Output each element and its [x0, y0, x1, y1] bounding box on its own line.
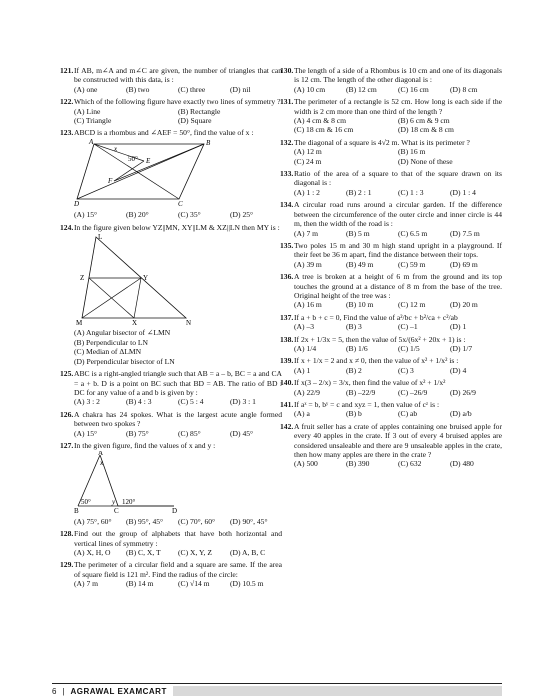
option-d: (D) 4: [450, 365, 467, 375]
option-b: (B) 14 m: [126, 579, 154, 589]
label-y: y: [112, 498, 116, 507]
option-d: (D) 69 m: [450, 259, 478, 269]
question-134: [280, 200, 502, 238]
question-number: 133.: [280, 169, 294, 179]
option-b: (B) 10 m: [346, 300, 374, 310]
option-c: (C) √14 m: [178, 579, 210, 589]
brand-logo: AGRAWAL EXAMCART: [70, 686, 167, 696]
option-c: (C) Median of ΔLMN: [74, 347, 142, 357]
option-a: (A) Line: [74, 106, 101, 116]
label-l: L: [98, 233, 103, 242]
option-c: (C) 6.5 m: [398, 228, 428, 238]
question-text: If AB, m∠A and m∠C are given, the number of triangles that can be constructed with this data, is :: [74, 66, 282, 85]
label-a: A: [89, 138, 94, 146]
option-d: (D) None of these: [398, 156, 453, 166]
label-c: C: [178, 199, 183, 207]
question-text: In the figure given below YZ||MN, XY||LM & XZ||LN then MY is :: [74, 222, 280, 232]
question-text: If a + b + c = 0, Find the value of a²/bc + b²/ca + c²/ab: [294, 312, 458, 322]
option-c: (C) 70°, 60°: [178, 516, 216, 526]
question-number: 126.: [60, 409, 74, 419]
question-number: 127.: [60, 440, 74, 450]
right-column: [280, 66, 502, 472]
label-d: D: [172, 507, 178, 514]
option-d: (D) 7.5 m: [450, 228, 480, 238]
label-c: C: [114, 507, 119, 514]
option-b: (B) 3: [346, 322, 362, 332]
rhombus-figure: [60, 139, 282, 209]
question-130: [280, 66, 502, 94]
question-number: 138.: [280, 334, 294, 344]
question-128: [60, 529, 282, 557]
question-number: 123.: [60, 128, 74, 138]
question-number: 140.: [280, 378, 294, 388]
option-a: (A) –3: [294, 322, 315, 332]
question-136: [280, 272, 502, 310]
option-d: (D) 480: [450, 459, 474, 469]
option-d: (D) 18 cm & 8 cm: [398, 125, 454, 135]
option-d: (D) 3 : 1: [230, 397, 256, 407]
option-b: (B) 1/6: [346, 343, 368, 353]
label-y: Y: [143, 274, 149, 283]
footer-bar: [173, 686, 502, 696]
question-number: 121.: [60, 66, 74, 75]
label-a: A: [98, 451, 104, 458]
option-b: (B) 4 : 3: [126, 397, 152, 407]
option-d: (D) 45°: [230, 428, 254, 438]
question-number: 129.: [60, 560, 74, 570]
option-a: (A) 7 m: [74, 579, 99, 589]
option-d: (D) 90°, 45°: [230, 516, 268, 526]
option-c: (C) 3: [398, 365, 414, 375]
question-number: 131.: [280, 97, 294, 107]
option-b: (B) b: [346, 409, 362, 419]
option-d: (D) Perpendicular bisector of LN: [74, 356, 175, 366]
option-b: (B) two: [126, 84, 150, 94]
option-a: (A) 1: [294, 365, 311, 375]
option-a: (A) 15°: [74, 210, 98, 220]
label-x: x: [100, 459, 104, 468]
option-c: (C) ab: [398, 409, 418, 419]
question-text: If x + 1/x = 2 and x ≠ 0, then the value of x² + 1/x² is :: [294, 356, 459, 366]
option-a: (A) 16 m: [294, 300, 322, 310]
label-f: F: [108, 176, 113, 185]
option-b: (B) 6 cm & 9 cm: [398, 116, 450, 126]
question-122: [60, 97, 282, 125]
question-text: Ratio of the area of a square to that of the square drawn on its diagonal is :: [294, 169, 502, 188]
label-angle-50: 50°: [81, 498, 91, 507]
label-b: B: [206, 138, 211, 147]
option-a: (A) 39 m: [294, 259, 322, 269]
question-text: The perimeter of a rectangle is 52 cm. How long is each side if the width is 2 cm more than one third of the length ?: [294, 97, 502, 116]
option-b: (B) 12 cm: [346, 84, 377, 94]
question-text: A circular road runs around a circular garden. If the difference between the circumference of the outer circle and inner circle is 44 m, then the width of the road is :: [294, 200, 502, 229]
question-text: The length of a side of a Rhombus is 10 cm and one of its diagonals is 12 cm. The length of the other diagonal is :: [294, 66, 502, 85]
question-text: In the given figure, find the values of x and y :: [74, 440, 216, 450]
question-text: If aˣ = b, bʸ = c and xyz = 1, then value of cᶻ is :: [294, 400, 440, 409]
question-129: [60, 560, 282, 588]
page-footer: [52, 683, 502, 698]
question-135: [280, 241, 502, 269]
option-b: (B) Rectangle: [178, 106, 221, 116]
option-c: (C) 1 : 3: [398, 187, 424, 197]
label-n: N: [186, 319, 192, 326]
option-b: (B) 20°: [126, 210, 149, 220]
option-b: (B) –22/9: [346, 387, 376, 397]
question-142: [280, 422, 502, 469]
question-number: 124.: [60, 222, 74, 232]
label-z: Z: [80, 274, 85, 283]
question-number: 122.: [60, 97, 74, 107]
option-d: (D) 1: [450, 322, 467, 332]
option-b: (B) 2 : 1: [346, 187, 372, 197]
option-b: (B) 95°, 45°: [126, 516, 164, 526]
option-a: (A) 12 m: [294, 147, 322, 157]
option-d: (D) 20 m: [450, 300, 478, 310]
option-a: (A) 4 cm & 8 cm: [294, 116, 347, 126]
option-b: (B) 2: [346, 365, 362, 375]
option-b: (B) 5 m: [346, 228, 370, 238]
option-d: (D) a/b: [450, 409, 472, 419]
option-b: (B) 16 m: [398, 147, 426, 157]
option-d: (D) nil: [230, 84, 251, 94]
option-c: (C) 1/5: [398, 343, 420, 353]
option-c: (C) 18 cm & 16 cm: [294, 125, 354, 135]
label-b: B: [74, 507, 79, 514]
option-a: (A) X, H, O: [74, 547, 111, 557]
option-a: (A) 1 : 2: [294, 187, 320, 197]
question-126: [60, 410, 282, 438]
label-m: M: [76, 319, 83, 326]
question-text: ABCD is a rhombus and ∠AEF = 50°, find the value of x :: [74, 128, 254, 138]
triangle-lmn-figure: [60, 233, 282, 327]
option-d: (D) 10.5 m: [230, 579, 264, 589]
question-text: A tree is broken at a height of 6 m from the ground and its top touches the ground at a distance of 8 m from the base of the tree. Original height of the tree was :: [294, 272, 502, 300]
option-c: (C) 632: [398, 459, 422, 469]
question-text: Which of the following figure have exactly two lines of symmetry ?: [74, 97, 281, 107]
option-a: (A) 75°, 60°: [74, 516, 112, 526]
option-d: (D) 1/7: [450, 343, 473, 353]
option-c: (C) –1: [398, 322, 418, 332]
option-c: (C) 35°: [178, 210, 201, 220]
option-a: (A) Angular bisector of ∠LMN: [74, 328, 171, 338]
option-a: (A) 500: [294, 459, 318, 469]
option-a: (A) a: [294, 409, 310, 419]
option-c: (C) Triangle: [74, 116, 112, 126]
question-number: 130.: [280, 66, 294, 75]
option-b: (B) 75°: [126, 428, 149, 438]
question-number: 134.: [280, 200, 294, 210]
question-140: [280, 378, 502, 397]
question-141: [280, 400, 502, 419]
question-number: 137.: [280, 312, 294, 322]
question-131: [280, 97, 502, 135]
question-123: [60, 128, 282, 219]
option-c: (C) 12 m: [398, 300, 426, 310]
question-133: [280, 169, 502, 197]
option-d: (D) Square: [178, 116, 212, 126]
option-d: (D) 8 cm: [450, 84, 478, 94]
option-c: (C) 24 m: [294, 156, 322, 166]
question-138: [280, 335, 502, 354]
question-121: [60, 66, 282, 94]
label-x: X: [132, 319, 138, 326]
option-a: (A) 7 m: [294, 228, 319, 238]
option-d: (D) 1 : 4: [450, 187, 476, 197]
question-124: [60, 223, 282, 366]
question-number: 139.: [280, 356, 294, 366]
question-text: The diagonal of a square is 4√2 m. What is its perimeter ?: [294, 137, 470, 147]
label-angle-120: 120°: [122, 498, 136, 507]
question-number: 128.: [60, 529, 74, 539]
option-a: (A) 3 : 2: [74, 397, 100, 407]
question-132: [280, 138, 502, 166]
option-a: (A) 10 cm: [294, 84, 326, 94]
question-text: The perimeter of a circular field and a square are same. If the area of square field is 121 m². Find the radius of the circle:: [74, 560, 282, 579]
option-b: (B) C, X, T: [126, 547, 161, 557]
label-angle: 50°: [128, 154, 138, 163]
question-139: [280, 356, 502, 375]
option-b: (B) Perpendicular to LN: [74, 337, 149, 347]
question-number: 136.: [280, 272, 294, 282]
question-127: [60, 441, 282, 526]
question-text: ABC is a right-angled triangle such that AB = a – b, BC = a and CA = a + b. D is a point on BC such that BD = AB. The ratio of BD : DC for any value of a and b is given by :: [74, 369, 282, 397]
option-d: (D) 25°: [230, 210, 254, 220]
question-text: A chakra has 24 spokes. What is the largest acute angle formed between two spokes ?: [74, 409, 282, 429]
option-a: (A) 1/4: [294, 343, 317, 353]
option-c: (C) –26/9: [398, 387, 428, 397]
question-125: [60, 369, 282, 407]
option-c: (C) X, Y, Z: [178, 547, 212, 557]
option-c: (C) 59 m: [398, 259, 426, 269]
option-d: (D) 26/9: [450, 387, 476, 397]
left-column: [60, 66, 282, 592]
question-number: 141.: [280, 400, 294, 409]
question-text: A fruit seller has a crate of apples containing one bruised apple for every 40 apples in the crate. If 3 out of every 4 bruised apples are considered unsaleable and there are 9 unsaleable apples in the crate, then how many apples are there in the crate ?: [294, 421, 502, 460]
option-c: (C) 5 : 4: [178, 397, 204, 407]
label-e: E: [146, 156, 151, 165]
question-137: [280, 313, 502, 332]
footer-separator: |: [62, 686, 65, 696]
question-number: 132.: [280, 137, 294, 147]
question-number: 125.: [60, 369, 74, 379]
option-c: (C) three: [178, 84, 206, 94]
question-number: 142.: [280, 421, 294, 431]
question-text: If 2x + 1/3x = 5, then the value of 5x/(6x² + 20x + 1) is :: [294, 334, 466, 344]
option-d: (D) A, B, C: [230, 547, 266, 557]
question-text: If x(3 – 2/x) = 3/x, then find the value of x² + 1/x²: [294, 378, 446, 388]
question-text: Two poles 15 m and 30 m high stand upright in a playground. If their feet be 36 m apart, find the distance between their tops.: [294, 240, 502, 260]
option-a: (A) 22/9: [294, 387, 320, 397]
triangle-abcd-figure: [60, 451, 282, 515]
page-number: 6: [52, 686, 57, 696]
question-number: 135.: [280, 240, 294, 250]
option-b: (B) 49 m: [346, 259, 374, 269]
question-text: Find out the group of alphabets that have both horizontal and vertical lines of symmetry :: [74, 529, 282, 548]
option-a: (A) one: [74, 84, 98, 94]
label-x: x: [114, 144, 118, 153]
option-a: (A) 15°: [74, 428, 98, 438]
option-b: (B) 390: [346, 459, 370, 469]
label-d: D: [74, 199, 80, 207]
option-c: (C) 85°: [178, 428, 201, 438]
option-c: (C) 16 cm: [398, 84, 429, 94]
